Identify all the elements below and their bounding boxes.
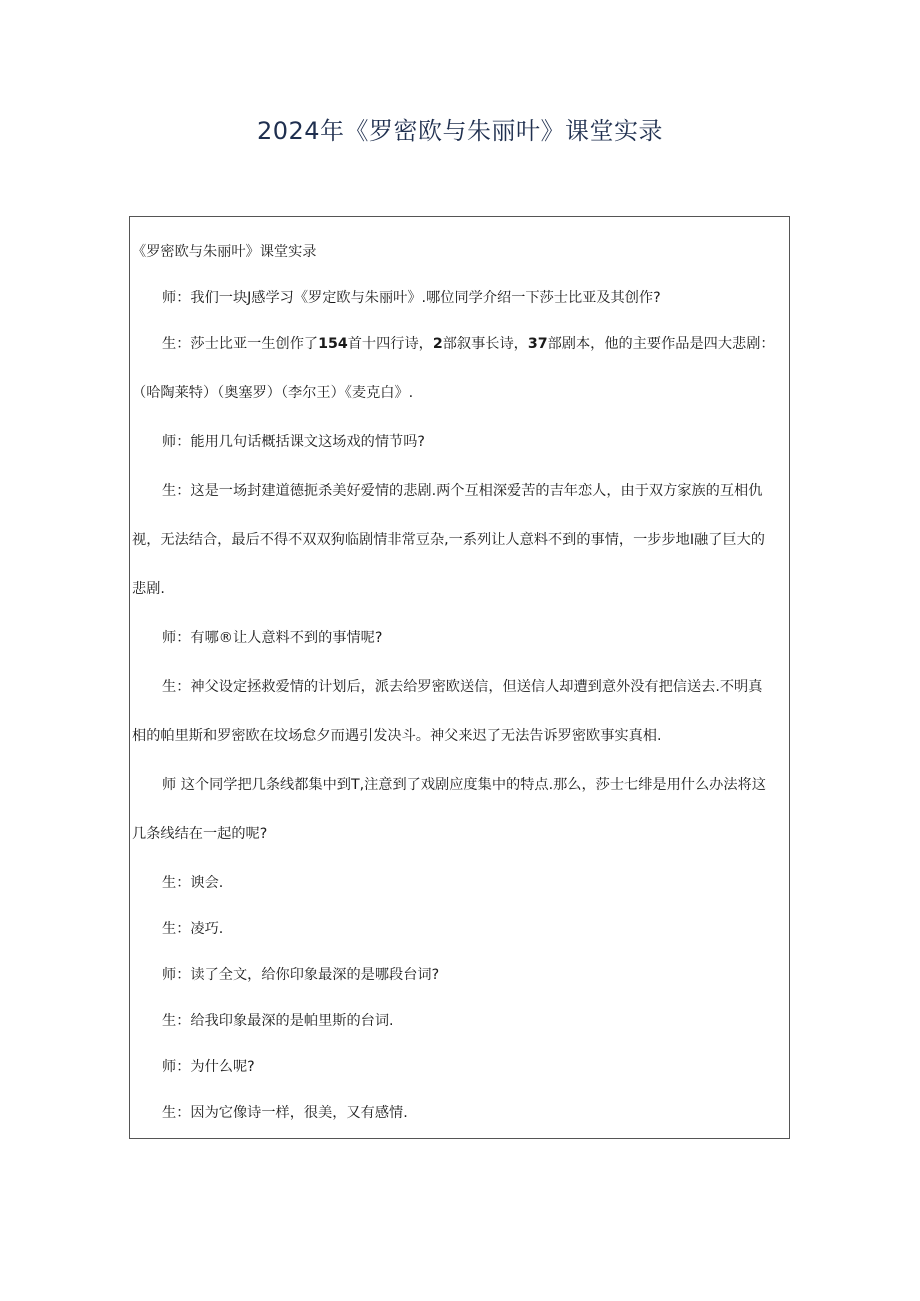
paragraph-student-5: 生：凌巧. xyxy=(162,921,224,937)
paragraph-teacher-6: 师：为什么呢? xyxy=(162,1059,255,1075)
paragraph-student-6: 生：给我印象最深的是帕里斯的台词. xyxy=(162,1013,394,1029)
paragraph-student-2-line-1: 生：这是一场封建道德扼杀美好爱情的悲剧.两个互相深爱苦的吉年恋人，由于双方家族的互相仇 xyxy=(162,483,763,499)
paragraph-teacher-4-line-1: 师 这个同学把几条线都集中到T,注意到了戏剧应度集中的特点.那么，莎士七绯是用什么办法将这 xyxy=(162,777,766,793)
paragraph-teacher-4-line-2: 几条线结在一起的呢? xyxy=(132,826,268,842)
number-2: 2 xyxy=(432,336,443,352)
paragraph-student-3-line-1: 生：神父设定拯救爱情的计划后，派去给罗密欧送信，但送信人却遭到意外没有把信送去.不明真 xyxy=(162,679,763,695)
paragraph-student-4: 生：谀会. xyxy=(162,875,224,891)
paragraph-student-1 xyxy=(132,329,790,359)
page-title: 2024年《罗密欧与朱丽叶》课堂实录 xyxy=(256,117,664,145)
paragraph-teacher-3: 师：有哪®让人意料不到的事情呢? xyxy=(162,630,383,646)
paragraph-student-7: 生：因为它像诗一样，很美，又有感情. xyxy=(162,1105,408,1121)
paragraph-student-3-line-2: 相的帕里斯和罗密欧在坟场怠夕而遇引发决斗。神父来迟了无法告诉罗密欧事实真相. xyxy=(132,728,662,744)
paragraph-teacher-2: 师：能用几句话概括课文这场戏的情节吗? xyxy=(162,434,425,450)
content-box xyxy=(129,216,790,1139)
number-154: 154 xyxy=(318,336,348,352)
text-segment: 生：莎士比亚一生创作了 xyxy=(162,336,319,352)
paragraph-teacher-5: 师：读了全文，给你印象最深的是哪段台词? xyxy=(162,967,440,983)
text-segment: 首十四行诗， xyxy=(347,336,433,352)
paragraph-teacher-1: 师：我们一块J感学习《罗定欧与朱丽叶》.哪位同学介绍一下莎士比亚及其创作? xyxy=(162,290,661,306)
number-37: 37 xyxy=(527,336,548,352)
paragraph-student-1-continued: （哈陶莱特）（奥塞罗）（李尔王）《麦克白》. xyxy=(132,385,414,401)
document-body xyxy=(132,237,790,1128)
paragraph-student-2-line-3: 悲剧. xyxy=(132,581,165,597)
text-segment: 部叙事长诗， xyxy=(442,336,528,352)
text-segment: 部剧本，他的主要作品是四大悲剧： xyxy=(547,336,775,352)
paragraph-student-2-line-2: 视，无法结合，最后不得不双双狗临剧情非常豆杂,一系列让人意料不到的事情，一步步地I融了巨大的 xyxy=(132,532,765,548)
section-heading: 《罗密欧与朱丽叶》课堂实录 xyxy=(132,244,317,260)
